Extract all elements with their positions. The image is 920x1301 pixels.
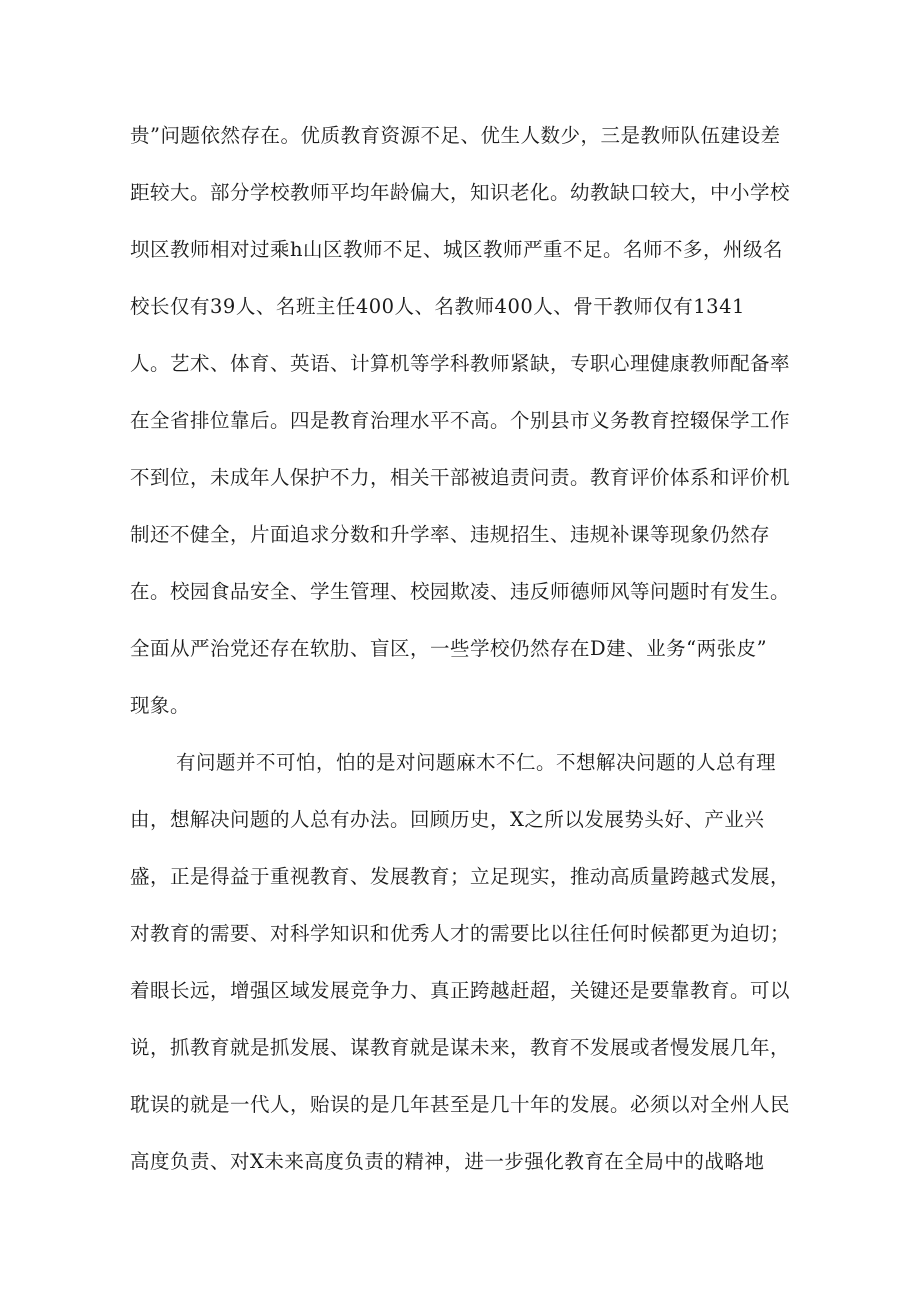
text-line: 盛，正是得益于重视教育、发展教育；立足现实，推动高质量跨越式发展，	[130, 865, 791, 888]
text-line: 耽误的就是一代人，贻误的是几年甚至是几十年的发展。必须以对全州人民	[130, 1093, 791, 1116]
text-line: 现象。	[130, 694, 191, 717]
text-line: 校长仅有39人、名班主任400人、名教师400人、骨干教师仅有1341	[130, 295, 745, 318]
text-line: 距较大。部分学校教师平均年龄偏大，知识老化。幼教缺口较大，中小学校	[130, 181, 791, 204]
text-line: 对教育的需要、对科学知识和优秀人才的需要比以往任何时候都更为迫切；	[130, 922, 791, 945]
text-line: 在。校园食品安全、学生管理、校园欺凌、违反师德师风等问题时有发生。	[130, 580, 791, 603]
text-line: 不到位，未成年人保护不力，相关干部被追责问责。教育评价体系和评价机	[130, 466, 791, 489]
text-line: 在全省排位靠后。四是教育治理水平不高。个别县市义务教育控辍保学工作	[130, 409, 791, 432]
text-line: 由，想解决问题的人总有办法。回顾历史，X之所以发展势头好、产业兴	[130, 808, 765, 831]
text-line: 有问题并不可怕，怕的是对问题麻木不仁。不想解决问题的人总有理	[176, 751, 777, 774]
text-line: 制还不健全，片面追求分数和升学率、违规招生、违规补课等现象仍然存	[130, 523, 771, 546]
text-line: 人。艺术、体育、英语、计算机等学科教师紧缺，专职心理健康教师配备率	[130, 352, 791, 375]
text-line: 坝区教师相对过乘h山区教师不足、城区教师严重不足。名师不多，州级名	[130, 238, 784, 261]
text-line: 说，抓教育就是抓发展、谋教育就是谋未来，教育不发展或者慢发展几年，	[130, 1036, 791, 1059]
text-line: 着眼长远，增强区域发展竞争力、真正跨越赶超，关键还是要靠教育。可以	[130, 979, 791, 1002]
text-line: 高度负责、对X未来高度负责的精神，进一步强化教育在全局中的战略地	[130, 1150, 765, 1173]
text-line: 贵”问题依然存在。优质教育资源不足、优生人数少，三是教师队伍建设差	[130, 124, 781, 147]
text-line: 全面从严治党还存在软肋、盲区，一些学校仍然存在D建、业务“两张皮”	[130, 637, 768, 660]
